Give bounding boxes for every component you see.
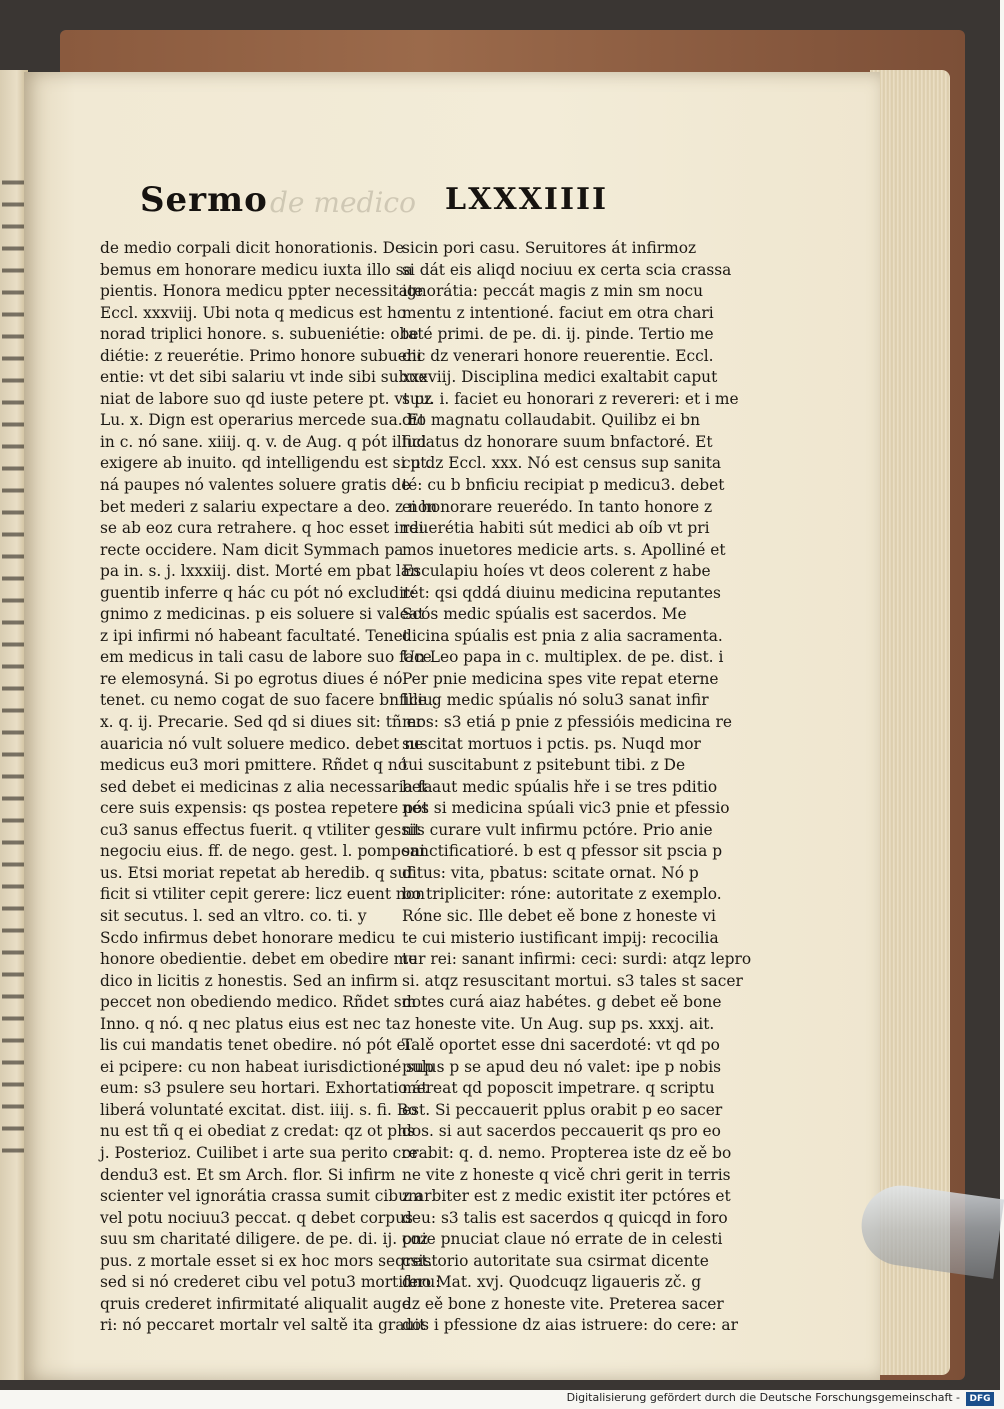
text-line: pa in. s. j. lxxxiij. dist. Morté em pbat lan <box>100 562 420 581</box>
text-line: scienter vel ignorátia crassa sumit cibum <box>100 1187 423 1206</box>
text-line: ei pcipere: cu non habeat iurisdictioné sup <box>100 1057 434 1076</box>
text-line: té: cu b bnficiu recipiat p medicu3. debet <box>402 476 725 495</box>
text-line: ficiatus dz honorare suum bnfactoré. Et <box>402 432 713 451</box>
text-column-left <box>100 238 441 1337</box>
text-line: nes si medicina spúali vic3 pnie et pfessio <box>402 799 730 818</box>
text-line: dio magnatu collaudabit. Quilibz ei bn <box>402 411 701 430</box>
text-line: diétie: z reuerétie. Primo honore subueni <box>100 346 422 365</box>
text-line: mereat qd poposcit impetrare. q scriptu <box>402 1079 715 1098</box>
text-line: bemus em honorare medicu iuxta illo sa <box>100 260 413 279</box>
page-edges <box>870 70 950 1375</box>
text-line: Talě oportet esse dni sacerdoté: vt qd po <box>402 1036 720 1055</box>
text-line: ne vite z honeste q vicě chri gerit in terris <box>402 1165 731 1184</box>
text-line: gnimo z medicinas. p eis soluere si valeat <box>100 605 425 624</box>
text-line: sanctificatioré. b est q pfessor sit pscia p <box>402 842 723 861</box>
text-line: reuerétia habiti sút medici ab oíb vt pri <box>402 519 710 538</box>
text-line: norad triplici honore. s. subueniétie: obe <box>100 325 419 344</box>
text-line: Scós medic spúalis est sacerdos. Me <box>402 605 687 624</box>
text-line: mos: s3 etiá p pnie z pfessióis medicina re <box>402 713 732 732</box>
text-line: us. Etsi moriat repetat ab heredib. q suf <box>100 863 414 882</box>
text-line: em medicus in tali casu de labore suo face <box>100 648 432 667</box>
text-line: negociu eius. ff. de nego. gest. l. pomponi <box>100 842 425 861</box>
text-line: ignorátia: peccát magis z min sm nocu <box>402 282 704 301</box>
text-line: niat de labore suo qd iuste petere pt. vt pz <box>100 389 433 408</box>
text-line: Róne sic. Ille debet eě bone z honeste vi <box>402 906 716 925</box>
text-line: xxxviij. Disciplina medici exaltabit caput <box>402 368 718 387</box>
text-line: exigere ab inuito. qd intelligendu est si pt. <box>100 454 432 473</box>
text-line: peccet non obediendo medico. Rñdet sm <box>100 993 417 1012</box>
text-line: dic dz venerari honore reuerentie. Eccl. <box>402 346 714 365</box>
text-line: taté primi. de pe. di. ij. pinde. Tertio me <box>402 325 714 344</box>
text-line: suu. i. faciet eu honorari z revereri: et i me <box>402 389 739 408</box>
text-line: entie: vt det sibi salariu vt inde sibi subue <box>100 368 428 387</box>
text-line: liberá voluntaté excitat. dist. iiij. s. fi. Bo <box>100 1100 418 1119</box>
text-line: tenet. cu nemo cogat de suo facere bnficiu. <box>100 691 438 710</box>
facing-page-text <box>2 170 26 1170</box>
text-line: Inno. q nó. q nec platus eius est nec ta <box>100 1014 401 1033</box>
text-line: de medio corpali dicit honorationis. De <box>100 239 405 257</box>
text-line: Scdo infirmus debet honorare medicu <box>100 928 396 947</box>
text-line: bo tripliciter: róne: autoritate z exemplo. <box>402 885 722 904</box>
text-line: ná paupes nó valentes soluere gratis de <box>100 476 411 495</box>
text-line: ficit si vtiliter cepit gerere: licz euent non <box>100 885 426 904</box>
text-line: j. Posterioz. Cuilibet i arte sua perito cre <box>100 1143 418 1162</box>
text-line: sit secutus. l. sed an vltro. co. ti. y <box>100 906 367 925</box>
text-line: rét: qsi qddá diuinu medicina reputantes <box>402 583 721 602</box>
text-line: nu est tñ q ei obediat z credat: qz ot phs <box>100 1122 415 1141</box>
text-line: bet mederi z salariu expectare a deo. z non <box>100 497 438 516</box>
dfg-logo: DFG <box>966 1392 994 1406</box>
text-line: mentu z intentioné. faciut em otra chari <box>402 303 714 322</box>
text-line: dotes curá aiaz habétes. g debet eě bone <box>402 993 722 1012</box>
text-line: sed si nó crederet cibu vel potu3 mortiferu: <box>100 1273 441 1292</box>
page-header <box>140 180 640 230</box>
text-line: cu3 sanus effectus fuerit. q vtiliter gessit <box>100 820 421 839</box>
text-line: dos. si aut sacerdos peccauerit qs pro eo <box>402 1122 721 1141</box>
text-line: lis cui mandatis tenet obedire. nó pót ei <box>100 1036 411 1055</box>
running-title: Sermo <box>140 180 268 220</box>
folio-number: LXXXIIII <box>445 182 609 217</box>
text-line: re elemosyná. Si po egrotus diues é nó <box>100 669 403 688</box>
text-line: honore obedientie. debet em obedire me <box>100 950 418 969</box>
text-line: pientis. Honora medicu ppter necessitate <box>100 282 424 301</box>
text-line: ditus: vita, pbatus: scitate ornat. Nó p <box>402 863 699 882</box>
text-line: sed debet ei medicinas z alia necessaria fa <box>100 777 433 796</box>
text-column-right <box>402 238 752 1337</box>
text-line: cu dz Eccl. xxx. Nó est census sup sanita <box>402 454 722 473</box>
text-line: est. Si peccauerit pplus orabit p eo sacer <box>402 1100 723 1119</box>
text-line: pnie pnuciat claue nó errate de in celesti <box>402 1230 723 1249</box>
text-line: dos i pfessione dz aias istruere: do cere: ar <box>402 1316 738 1335</box>
text-line: se ab eoz cura retrahere. q hoc esset indi <box>100 519 424 538</box>
text-line: Lu. x. Dign est operarius mercede sua. Et <box>100 411 425 430</box>
text-line: ri: nó peccaret mortalr vel saltě ita grauit <box>100 1316 426 1335</box>
text-line: medicus eu3 mori pmittere. Rñdet q nó <box>100 756 408 775</box>
text-line: pulus p se apud deu nó valet: ipe p nobis <box>402 1057 722 1076</box>
text-line: cere suis expensis: qs postea repetere pót <box>100 799 429 818</box>
text-line: Ille g medic spúalis nó solu3 sanat infir <box>402 691 709 710</box>
text-line: Eccl. xxxviij. Ubi nota q medicus est ho <box>100 303 407 322</box>
text-line: eum: s3 psulere seu hortari. Exhortatio át <box>100 1079 428 1098</box>
text-line: ei honorare reuerédo. In tanto honore z <box>402 497 713 516</box>
text-line: mos inuetores medicie arts. s. Apolliné et <box>402 540 726 559</box>
funding-credit: Digitalisierung gefördert durch die Deutsche Forschungsgemeinschaft - <box>566 1391 960 1404</box>
text-line: z ipi infirmi nó habeant facultaté. Tenet <box>100 626 409 645</box>
text-line: tur rei: sanant infirmi: ceci: surdi: atqz lepro <box>402 950 752 969</box>
text-line: in c. nó sane. xiiij. q. v. de Aug. q pót illud <box>100 432 427 451</box>
text-line: suu sm charitaté diligere. de pe. di. ij. coz <box>100 1230 428 1249</box>
text-line: bet aut medic spúalis hře i se tres pditio <box>402 777 718 796</box>
text-line: auaricia nó vult soluere medico. debet ne <box>100 734 424 753</box>
text-line: tui suscitabunt z psitebunt tibi. z De <box>402 756 686 775</box>
text-line: deu: s3 talis est sacerdos q quicqd in foro <box>402 1208 728 1227</box>
text-line: orabit: q. d. nemo. Propterea iste dz eě bo <box>402 1143 732 1162</box>
text-line: dicina spúalis est pnia z alia sacramenta. <box>402 626 723 645</box>
text-line: pus. z mortale esset si ex hoc mors seqret. <box>100 1251 433 1270</box>
text-line: dno Mat. xvj. Quodcuqz ligaueris zč. g <box>402 1273 702 1292</box>
text-line: sicin pori casu. Seruitores át infirmoz <box>402 239 697 257</box>
text-line: guentib inferre q hác cu pót nó excludit: <box>100 583 416 602</box>
text-line: x. q. ij. Precarie. Sed qd si diues sit: tñ er <box>100 713 424 732</box>
text-line: recte occidere. Nam dicit Symmach pa <box>100 540 404 559</box>
library-stamp: de medico <box>270 186 416 219</box>
text-line: nis curare vult infirmu pctóre. Prio anie <box>402 820 713 839</box>
text-line: si dát eis aliqd nociuu ex certa scia crassa <box>402 260 732 279</box>
text-line: te cui misterio iustificant impij: recocilia <box>402 928 719 947</box>
text-line: Esculapiu hoíes vt deos colerent z habe <box>402 562 711 581</box>
text-line: si. atqz resuscitant mortui. s3 tales st sacer <box>402 971 743 990</box>
text-line: dendu3 est. Et sm Arch. flor. Si infirm <box>100 1165 396 1184</box>
footer-bar <box>0 1390 1000 1409</box>
text-line: dico in licitis z honestis. Sed an infirm <box>100 971 398 990</box>
text-line: vel potu nociuu3 peccat. q debet corpus <box>100 1208 413 1227</box>
text-line: qruis crederet infirmitaté aliqualit auge <box>100 1294 411 1313</box>
text-line: csistorio autoritate sua csirmat dicente <box>402 1251 709 1270</box>
text-line: z arbiter est z medic existit iter pctóres et <box>402 1187 731 1206</box>
text-line: suscitat mortuos i pctis. ps. Nuqd mor <box>402 734 701 753</box>
text-line: dz eě bone z honeste vite. Preterea sacer <box>402 1294 724 1313</box>
text-line: z honeste vite. Un Aug. sup ps. xxxj. ait. <box>402 1014 715 1033</box>
text-line: Un Leo papa in c. multiplex. de pe. dist. i <box>402 648 724 667</box>
text-line: Per pnie medicina spes vite repat eterne <box>402 669 719 688</box>
